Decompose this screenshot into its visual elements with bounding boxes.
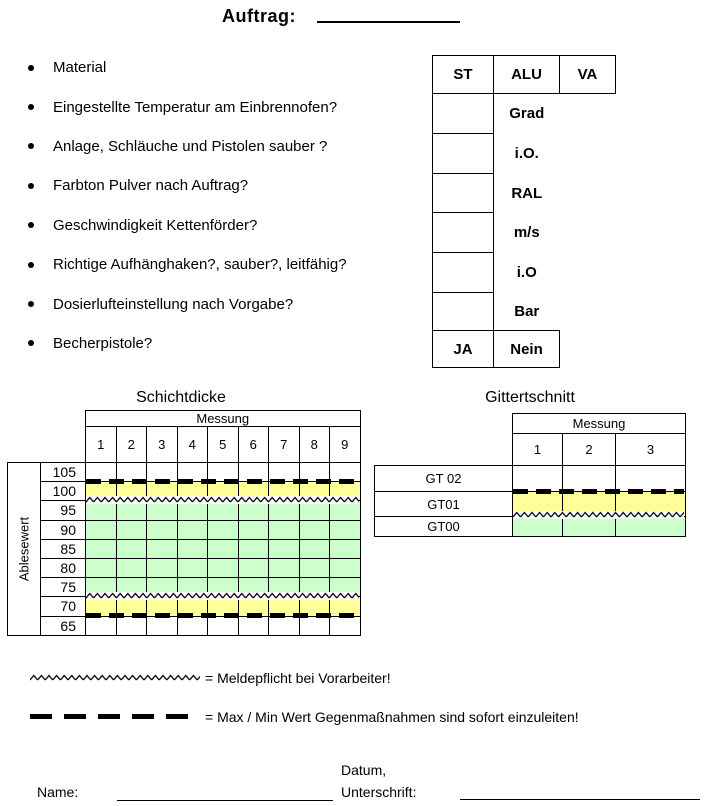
dash-legend-text: = Max / Min Wert Gegenmaßnahmen sind sofort einzuleiten!	[205, 709, 579, 725]
measure-cell[interactable]	[563, 517, 616, 537]
measure-cell[interactable]	[330, 520, 361, 539]
checklist-item	[28, 284, 428, 323]
messung-header: Messung	[513, 414, 686, 434]
wavy-legend-text: = Meldepflicht bei Vorarbeiter!	[205, 670, 391, 686]
checklist-item	[28, 166, 428, 205]
measure-cell[interactable]	[238, 558, 269, 577]
measure-cell[interactable]	[177, 558, 208, 577]
measure-cell[interactable]	[116, 558, 147, 577]
checklist-item-label: Dosierlufteinstellung nach Vorgabe?	[53, 295, 294, 313]
checklist-item-label: Geschwindigkeit Kettenförder?	[53, 216, 258, 234]
unit-label: i.O.	[514, 145, 539, 162]
unit-label: i.O	[516, 264, 537, 281]
measure-cell[interactable]	[147, 520, 178, 539]
messung-header: Messung	[86, 411, 361, 427]
measure-cell[interactable]	[299, 520, 330, 539]
datum-label: Datum,	[341, 762, 387, 778]
measure-cell[interactable]	[86, 520, 117, 539]
bullet-icon	[28, 340, 34, 346]
row-value: 65	[41, 616, 86, 635]
measure-cell[interactable]	[177, 616, 208, 635]
measure-cell[interactable]	[269, 520, 300, 539]
column-header: 3	[616, 434, 686, 466]
dashed-line-legend-icon	[30, 714, 198, 719]
wavy-line	[86, 496, 359, 504]
measure-cell[interactable]	[147, 539, 178, 558]
checklist-item	[28, 206, 428, 245]
measure-cell[interactable]	[177, 520, 208, 539]
column-header: 4	[177, 427, 208, 463]
row-label: GT01	[375, 492, 513, 517]
material-header-va: VA	[560, 56, 616, 94]
bullet-icon	[28, 222, 34, 228]
ja-cell: JA	[433, 331, 494, 368]
measure-cell[interactable]	[86, 558, 117, 577]
measure-cell[interactable]	[513, 517, 563, 537]
bullet-icon	[28, 301, 34, 307]
material-header-alu: ALU	[494, 56, 560, 94]
measure-cell[interactable]	[330, 616, 361, 635]
page-title: Auftrag:	[222, 6, 296, 26]
bullet-icon	[28, 143, 34, 149]
row-value: 90	[41, 520, 86, 539]
min-limit-dashed-line	[86, 613, 359, 618]
measure-cell[interactable]	[238, 539, 269, 558]
column-header: 2	[116, 427, 147, 463]
max-limit-dashed-line	[513, 489, 684, 494]
signature-field[interactable]	[460, 799, 700, 800]
wavy-line	[513, 511, 684, 519]
row-value: 100	[41, 482, 86, 501]
row-value: 95	[41, 501, 86, 520]
input-cell[interactable]	[433, 293, 494, 331]
measure-cell[interactable]	[116, 539, 147, 558]
measure-cell[interactable]	[238, 520, 269, 539]
measure-cell[interactable]	[116, 616, 147, 635]
bullet-icon	[28, 104, 34, 110]
name-label: Name:	[37, 784, 79, 800]
column-header: 3	[147, 427, 178, 463]
measure-cell[interactable]	[116, 520, 147, 539]
column-header: 8	[299, 427, 330, 463]
measure-cell[interactable]	[177, 539, 208, 558]
auftrag-field[interactable]	[317, 21, 460, 23]
column-header: 1	[513, 434, 563, 466]
measure-cell[interactable]	[330, 539, 361, 558]
checklist-item	[28, 127, 428, 166]
checklist-item	[28, 87, 428, 126]
unterschrift-label: Unterschrift:	[341, 784, 417, 800]
input-cell[interactable]	[433, 94, 494, 134]
measure-cell[interactable]	[208, 520, 239, 539]
measure-cell[interactable]	[616, 517, 686, 537]
row-value: 105	[41, 463, 86, 482]
row-value: 85	[41, 539, 86, 558]
input-cell[interactable]	[433, 134, 494, 174]
row-value: 75	[41, 578, 86, 597]
input-cell[interactable]	[433, 174, 494, 213]
row-value: 80	[41, 558, 86, 577]
material-table	[432, 55, 616, 368]
checklist-item-label: Becherpistole?	[53, 334, 153, 352]
measure-cell[interactable]	[299, 558, 330, 577]
measure-cell[interactable]	[563, 466, 616, 492]
measure-cell[interactable]	[208, 616, 239, 635]
measure-cell[interactable]	[147, 558, 178, 577]
gitterschnitt-title: Gittertschnitt	[485, 389, 575, 406]
measure-cell[interactable]	[208, 539, 239, 558]
checklist-item-label: Anlage, Schläuche und Pistolen sauber ?	[53, 137, 328, 155]
bullet-icon	[28, 183, 34, 189]
measure-cell[interactable]	[269, 539, 300, 558]
column-header: 6	[238, 427, 269, 463]
checklist-item-label: Farbton Pulver nach Auftrag?	[53, 177, 249, 195]
nein-cell: Nein	[494, 331, 560, 368]
checklist-item-label: Richtige Aufhänghaken?, sauber?, leitfähig?	[53, 256, 347, 274]
input-cell[interactable]	[433, 213, 494, 253]
column-header: 5	[208, 427, 239, 463]
measure-cell[interactable]	[299, 616, 330, 635]
row-value: 70	[41, 597, 86, 616]
measure-cell[interactable]	[616, 466, 686, 492]
unit-label: RAL	[511, 184, 543, 202]
unit-label: m/s	[513, 224, 540, 241]
column-header: 1	[86, 427, 117, 463]
wavy-line-legend-icon	[30, 674, 200, 682]
material-header-st: ST	[433, 56, 494, 94]
checklist-item-label: Eingestellte Temperatur am Einbrennofen?	[53, 98, 338, 116]
unit-label: Bar	[514, 302, 540, 320]
checklist-item	[28, 324, 428, 363]
measure-cell[interactable]	[269, 558, 300, 577]
measure-cell[interactable]	[238, 616, 269, 635]
measure-cell[interactable]	[299, 539, 330, 558]
column-header: 7	[269, 427, 300, 463]
row-label: GT00	[375, 517, 513, 537]
measure-cell[interactable]	[208, 558, 239, 577]
bullet-icon	[28, 262, 34, 268]
measure-cell[interactable]	[330, 558, 361, 577]
axis-label-cell	[8, 463, 41, 636]
checklist-item-label: Material	[53, 59, 107, 77]
row-label: GT 02	[375, 466, 513, 492]
column-header: 2	[563, 434, 616, 466]
measure-cell[interactable]	[269, 616, 300, 635]
schichtdicke-title: Schichtdicke	[136, 389, 226, 406]
bullet-icon	[28, 65, 34, 71]
measure-cell[interactable]	[513, 466, 563, 492]
axis-label: Ablesewert	[16, 516, 32, 581]
measure-cell[interactable]	[86, 539, 117, 558]
max-limit-dashed-line	[86, 479, 359, 484]
checklist	[28, 48, 428, 363]
schichtdicke-table	[7, 410, 361, 636]
checklist-item	[28, 48, 428, 87]
column-header: 9	[330, 427, 361, 463]
input-cell[interactable]	[433, 253, 494, 293]
measure-cell[interactable]	[86, 616, 117, 635]
unit-label: Grad	[509, 105, 545, 123]
checklist-item	[28, 245, 428, 284]
measure-cell[interactable]	[147, 616, 178, 635]
name-field[interactable]	[117, 800, 333, 801]
wavy-line	[86, 592, 359, 600]
